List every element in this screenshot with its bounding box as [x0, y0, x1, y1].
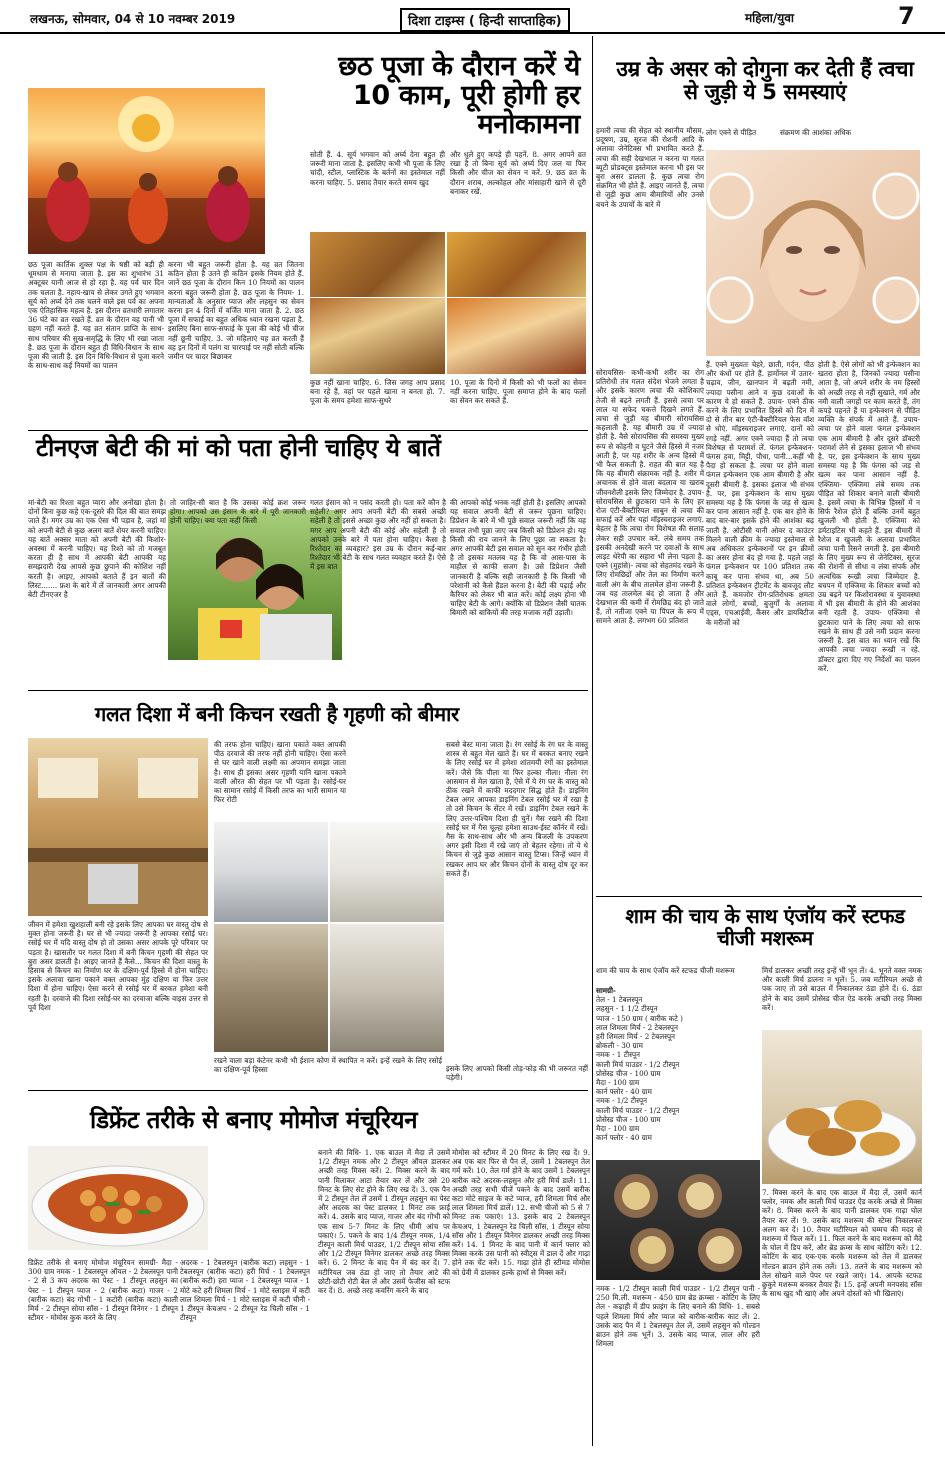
ingredient-line: प्रोसेस्ड चीज - 100 ग्राम [596, 1114, 661, 1124]
ingredient-line: तेल - 1 टेबलस्पून [596, 995, 643, 1005]
dateline: लखनऊ, सोमवार, 04 से 10 नवम्बर 2019 [30, 12, 236, 26]
ingredient-line: ब्रोकली - 30 ग्राम [596, 1041, 643, 1051]
kitchen-photo-3 [330, 822, 444, 922]
teen-col3: गलत इंसान को न पसंद करती हो। पता करें कौन है सहेली? अगर आप अपनी बेटी की सबसे अच्छी सहेली है तो इससे अच्छा कुछ और नहीं हो सकता है। मगर आप अपनी बेटी की कोई और सहेली है तो आपको उनके बारे में पता होना चाहिए। कैसा है रिश्तेदार का व्यवहार? इस उम्र के दौरान कई-बार रिश्तेदार भी बेटी के साथ गलत व्यवहार करते हैं। ऐसे में इस बात [310, 498, 446, 572]
divider [28, 430, 588, 431]
skin-col2: लोग एक्ने से पीड़ित [706, 128, 757, 137]
mushroom-photo-1 [762, 1030, 922, 1184]
skin-col1b: सोरायसिस- कभी-कभी शरीर का रोग प्रतिरोधी तंत्र गलत संदेश भेजने लगता है और इसके कारण त्वचा की कोशिकाएं तेजी से बढ़ने लगती हैं. इससे त्वचा पर लाल या सफेद चकत्ते दिखने लगते हैं. त्वचा से जुड़ी यह बीमारी सोरायसिस कहलाती है. यह बीमारी उम्र में ज्यादा होती है. वैसे सोरायसिस की समस्या मुख्य रूप से कोहनी व घुटने जैसे हिस्से में नजर आती है, पर यह शरीर के अन्य हिस्से में भी फैल सकती है. राहत की बात यह है कि यह बीमारी संक्रामक नहीं है. शरीर में अचानक से होने वाला बदलाव या खराब जीवनशैली इसके लिए जिम्मेदार है. उपाय- सोरायसिस से छुटकारा पाने के लिए हर रोज एंटी-बैक्टीरियल साबुन से त्वचा की सफाई करें और यहां मॉइस्चराइजर लगाएं. बेहतर है कि त्वचा रोग विशेषज्ञ की सलाह लेकर सही उपचार करें. लंबे समय तक इसकी अनदेखी करने पर दवाओं के साथ लाइट थेरेपी का सहारा भी लेना पड़ता है. एक्ने (मुहांसे)- त्वचा को सेहतमंद रखने के लिए रोमछिद्रों और तेल का निर्माण करने वाली अंग के बीच तालमेल होना जरूरी है. जब यह तालमेल बंद हो जाता है और देखभाल की कमी में रोमछिद्र बंद हो जाते हैं, तो नतीजा एक्ने या पिंपल के रूप में सामने आता है. लगभग 60 प्रतिशत [596, 368, 704, 626]
stuffed-mushroom-illustration [762, 1030, 922, 1184]
mushroom-col-bottom-left: नमक - 1/2 टीस्पून काली मिर्च पाउडर - 1/2 टीस्पून पानी - 250 मि.ली. मशरूम - 450 ग्राम ब्रेड क्रम्ब्स - कोटिंग के लिए तेल - कढ़ाही में डीप फ्राइंग के लिए बनाने की विधि- 1. सबसे पहले शिमला मिर्च और प्याज को बारीक-बारीक काट लें। 2. उसके बाद पैन में 1 टेबलस्पून तेल लें, उसमें लहसुन को गोल्डन ब्राउन होने तक भूनें। 3. उसके बाद प्याज, लाल और हरी शिमला [596, 1284, 760, 1349]
ingredient-line: प्रोसेस्ड चीज - 100 ग्राम [596, 1068, 661, 1078]
ingredient-line: लहसुन - 1 1/2 टीस्पून [596, 1004, 658, 1014]
kitchen-title: गलत दिशा में बनी किचन रखती है गृहणी को बीमार [95, 702, 459, 726]
momos-plate-illustration [28, 1146, 208, 1250]
woman-face-illustration [706, 150, 920, 356]
divider [28, 690, 588, 691]
ingredient-line: नमक - 1/2 टीस्पून [596, 1096, 648, 1106]
column-divider [592, 36, 593, 1446]
kitchen-col3: सबसे बेस्ट माना जाता है। रंग रसोई के रंग घर के वास्तु शास्त्र से बहुत मेल खाते हैं। घर में बरकत बनाए रखने के लिए रसोई घर में हमेशा शांतमयी रंगों का इस्तेमाल करें। जैसे कि पीला या फिर हल्का नीला। नीला रंग आसमान से मेल खाता है, ऐसे में ये रंग घर के वास्तु को ठीक रखने में काफी मददगार सिद्ध होते हैं। डाइनिंग टेबल अगर आपका डाइनिंग टेबल रसोई घर में रखा है तो उसे किचन के सेंटर में रखें। डाइनिंग टेबल रखने के लिए उत्तर-पश्चिम दिशा ही चुनें। गैस रखने की दिशा रसोई घर में गैस चूल्हा हमेशा साउथ-ईस्ट कॉर्नर में रखें। गैस के साथ-साथ और भी अन्य बिजली के उपकरण अगर इसी दिशा में रखे जाएं तो बेहतर रहेगा। तो ये थे किचन से जुड़े कुछ आसान वास्तु टिप्स। जिन्हें ध्यान में रखकर आप घर और किचन दोनों के वास्तु दोष दूर कर सकते हैं। [446, 740, 588, 878]
momos-col3: बनाने की विधि- 1. एक बाउल में मैदा लें उसमें 1/2 टीस्पून नमक और 2 टीस्पून ऑयल डालकर अच्छी तरह मिक्स करें। 2. मिक्स करने के बाद पानी मिलाकर आटा तैयार कर लें और उसे 20 मिनट के लिए सेट होने के लिए रख दें। 3. एक पैन में 2 टीस्पून तेल लें उसमें 1 टीस्पून लहसुन का पेस्ट और अदरक का पेस्ट डालकर 1 मिनट तक फ्राई करें। 4. उसके बाद प्याज, गाजर और बंद गोभी को एक साथ 5-7 मिनट के लिए धीमी आंच पर पकाएं। 5. पकने के बाद 1/4 टीस्पून नमक, 1/4 टीस्पून काली मिर्च पाउडर, 1/2 टीस्पून सोया सॉस और 1/2 टीस्पून विनेगर डालकर अच्छे तरह मिक्स करें। 6. 2 मिनट के बाद पैन में बंद कर दें। 7. मटीरियल जब ठंडा हो जाए तो तैयार आटे की छोटी-छोटी रोटी बेल लें और उसमें फेजीस को स्टफ कर दें। 8. अच्छे तरह कवरिंग करने के बाद [318, 1148, 450, 1296]
chhath-prasad-photo-2 [447, 232, 586, 297]
kitchen-caption-right: इसके लिए आपको किसी तोड़-फोड़ की भी जरूरत नहीं पड़ेगी। [446, 1064, 588, 1083]
mushroom-caps-illustration [596, 1160, 760, 1280]
chhath-prasad-photo-1 [310, 232, 445, 297]
kitchen-photo-5 [330, 924, 444, 1052]
page-number: 7 [898, 2, 915, 30]
ingredient-line: नमक - 1 टीस्पून [596, 1050, 641, 1060]
skin-col3: संक्रमण की आशंका अधिक [780, 128, 852, 137]
mushroom-title: शाम की चाय के साथ एंजॉय करें स्टफड चीजी मशरूम [625, 904, 905, 950]
ingredient-line: मैदा - 100 ग्राम [596, 1124, 640, 1134]
ingredient-line: सामग्री- [596, 986, 616, 995]
chhath-col3: सोती हैं. 4. सूर्य भगवान को अर्घ्य देना बहुत ही जरूरी माना जाता है. इसलिए कभी भी पूजा के लिए चांदी, स्टील, प्लास्टिक के बर्तनों का इस्तेमाल नहीं करना चाहिए. 5. प्रसाद तैयार करते समय खुद [310, 150, 445, 187]
kitchen-col1: जीवन में हमेशा खुशहाली बनी रहे इसके लिए आपका घर वास्तु दोष से मुक्त होना जरूरी है। घर से भी ज्यादा जरूरी है आपका रसोई घर। रसोई घर में यदि वास्तु दोष हो तो उसका असर आपके पूरे परिवार पर पड़ता है। खासतौर पर गलत दिशा में बनी किचन गृहणी की सेहत पर बुरा असर डालती है। आइए जानते हैं कैसे... किचन की दिशा वास्तु के हिसाब से किचन का निर्माण घर के दक्षिण-पूर्व हिस्से में होना चाहिए। इसके अलावा खाना पकाने वक्त आपका मुंह दक्षिण या फिर उत्तर दिशा में होना चाहिए। ऐसा करने से रसोई घर में बरकत हमेशा बनी रहती है। दरवाजे की दिशा रसोई-घर का दरवाजा बल्कि वाइस उत्तर से पूर्व दिशा [28, 920, 208, 1012]
chhath-col5: कुछ नहीं खाना चाहिए. 6. जिस जगह आप प्रसाद बना रहे हैं, वहां पर पहले खाना न बनता हो. 7. पूजा के समय हमेशा साफ-सुथरे [310, 378, 445, 406]
skin-title: उम्र के असर को दोगुना कर देती हैं त्वचा से जुड़ी ये 5 समस्याएं [616, 57, 914, 104]
kitchen-photo-2 [214, 822, 328, 922]
kitchen-col2: की तरफ होना चाहिए। खाना पकाते वक्त आपकी पीठ दरवाजे की तरफ नहीं होनी चाहिए। ऐसा करने से घर खाने वाली लक्ष्मी का अपमान समझा जाता है। साथ ही इसका असर गृहणी यानि खाना पकाने वाली औरत की सेहत पर भी पड़ता है। रसोई-घर का सामान रसोई में किसी तरफ का भारी सामान या फिर रोटी [214, 740, 346, 805]
chhath-title: छठ पूजा के दौरान करें ये 10 काम, पूरी होगी हर मनोकामना [338, 51, 580, 141]
skin-photo [706, 150, 920, 356]
chhath-prasad-photo-4 [447, 298, 586, 374]
kitchen-photo-main [28, 738, 208, 916]
skin-col3b: होती है. ऐसे लोगों को भी इन्फेक्शन का खतरा होता है, जिनकों ज्यादा पसीना आता है, जो अपने शरीर के नम हिस्सों को अच्छी तरह से नहीं सुखाते, गर्म और नमी वाली जगहों पर काम करते हैं, तंग कपड़े पहनते हैं या इन्फेक्शन से पीड़ित व्यक्ति के संपर्क में आते हैं. उपाय- त्वचा पर होने वाला फंगल इन्फेक्शन एक आम बीमारी है और दूसरे डॉक्टरी परामर्श लेने से इसका इलाज भी संभव है. पर, इस इन्फेक्शन के साथ मुख्य समस्या यह है कि फंगस को जड़ से खत्म कर पाना आसान नहीं है. एक्जिमा- एक्जिमा लंबे समय तक पीड़ित को शिकार बनाने वाली बीमारी है. इसमें त्वचा के विभिन्न हिस्सों में न सिर्फ रैशेज होते हैं बल्कि उनमें बहुत खुजली भी होती है. एक्जिमा को डर्मटाइटिस भी कहते हैं. इस बीमारी में रैशेज व खुजली के अलावा प्रभावित त्वचा पानी रिसने लगती है. इस बीमारी के लिए मुख्य रूप से जेनेटिक्स, सूरज की रोशनी से सीधा व लंबा संपर्क और अत्यधिक रूखी त्वचा जिम्मेदार है. बचपन में एक्जिमा के शिकार बच्चों को उम्र बढ़ने पर किशोरावस्था व युवावस्था में भी इस बीमारी के होने की आशंका बनी रहती है. उपाय- एक्जिमा से छुटकारा पाने के लिए त्वचा को साफ रखने के साथ ही उसे नमी प्रदान करना जरूरी है. इस बात का ध्यान रखें कि आपकी त्वचा ज्यादा रूखी न रहे. डॉक्टर द्वारा दिए गए निर्देशों का पालन करें. [818, 360, 920, 673]
skin-col2b: हैं. एक्ने मुख्यतः चेहरे, छाती, गर्दन, पीठ और कंधों पर होते हैं. हार्मोनल में उतार-चढ़ाव, जीन, खानपान में बढ़ती नमी, ज्यादा पसीना आने व कुछ दवाओं के कारण ये हो सकते हैं. उपाय- एक्ने ठीक करने के लिए प्रभावित हिस्से को दिन में दो से तीन बार एंटी-बैक्टीरियल फेस वॉश से धोएं. मॉइस्चराइजर लगाएं. दानों को रगड़े नहीं. अगर एक्ने ज्यादा हैं तो त्वचा विशेषज्ञ से परामर्श लें. फंगल इन्फेक्शन- फंगस हवा, मिट्टी, पौधा, पानी...कहीं भी पैदा हो सकता है. त्वचा पर होने वाला फंगल इन्फेक्शन एक आम बीमारी है और दूसरी बीमारी है. इसका इलाज भी संभव है. पर, इस इन्फेक्शन के साथ मुख्य समस्या यह है कि फंगस के जड़ से खत्म कर पाना आसान नहीं है. एक बार होने के बाद बार-बार इसके होने की आशंका बढ़ जाती है. ओटीसी यानी ओवर द काउंटर मिलने वाली क्रीम के ज्यादा इस्तेमाल से अब अधिकतर इन्फेक्शनों पर इन क्रीमों का असर होना बंद हो गया है. पहले जहां फंगल इन्फेक्शन पर 100 प्रतिशत तक काबू कर पाना संभव था, अब 50 प्रतिशत इन्फेक्शन ट्रीटमेंट के बावजूद लौट आते हैं. कमजोर रोग-प्रतिरोधक क्षमता वाले लोगों, बच्चों, बुजुर्गों के अलावा एड्स, एचआईवी, कैंसर और डायबिटीज के मरीजों को [706, 360, 814, 627]
momos-col2: अदरक - 1 टेबलस्पून (बारीक कटा) लहसुन - 1 टेबलस्पून (बारीक कटा) हरी मिर्च - 1 टेबलस्पून (बारीक कटी) हरा प्याज - 1 टेबलस्पून प्याज - 1 मोटे कटे हरी शिमला मिर्च - 1 मोटे स्लाइस में कटी लाल शिमला मिर्च - 1 मोटे स्लाइस में कटी चीनी - 1 टीस्पून केचअप - 2 टीस्पून रेड चिली सॉस - 1 टीस्पून [180, 1258, 310, 1323]
skin-col1: हमारी त्वचा की सेहत को स्थानीय मौसम, प्रदूषण, उम्र, सूरज की रोशनी आदि के अलावा जेनेटिक्स भी प्रभावित करते हैं. त्वचा की सही देखभाल न करना या गलत ब्यूटी प्रोडक्ट्स इस्तेमाल करना भी इस पर बुरा असर डालता है. कुछ त्वचा रोग संक्रमित भी होते हैं. आइए जानते हैं, त्वचा से जुड़ी कुछ आम बीमारियों और उनसे बचने के उपायों के बारे में [596, 126, 704, 209]
mushroom-ingredients [596, 986, 756, 1152]
chhath-col2: करना भी बहुत जरूरी होता है. यह व्रत जितना कठिन होता है उतने ही कठिन इसके नियम होते हैं. जानें छठ पूजा के दौरान किन 10 नियमों का पालन करना बहुत जरूरी होता है. छठ पूजा के नियम- 1. मान्यताओं के अनुसार प्याज और लहसुन का सेवन करना इन 4 दिनों में वर्जित माना जाता है. 2. छठ पूजा में सफाई का बहुत अधिक ध्यान रखना पड़ता है. इसलिए बिना साफ-सफाई के पूजा की कोई भी चीज नहीं छूनी चाहिए. 3. जो महिलाएं यह व्रत करती हैं वह इन दिनों में पलंग या चारपाई पर नहीं सोती बल्कि जमीन पर चादर बिछाकर [168, 260, 305, 362]
section-name: महिला/युवा [745, 11, 795, 25]
teen-col2: तो जाहिर-सी बात है कि उसका कोई क्रश जरूर होगा। आपको उस इंसान के बारे में पूरी जानकारी होनी चाहिए। क्या पता कहीं किसी [170, 498, 306, 526]
ingredient-line: लाल शिमला मिर्च - 2 टेबलस्पून [596, 1022, 679, 1032]
divider [596, 896, 922, 897]
ingredient-line: कार्न फ्लोर - 40 ग्राम [596, 1133, 652, 1143]
ingredient-line: काली मिर्च पाउडर - 1/2 टीस्पून [596, 1059, 680, 1069]
mushroom-intro: शाम की चाय के साथ एंजॉय करें स्टफड चीजी मशरूम [596, 966, 735, 975]
momos-photo [28, 1146, 208, 1250]
chhath-col4: और धुले हुए कपड़े ही पहनें. 8. अगर आपने व्रत रखा है तो बिना सूर्य को अर्घ्य दिए जल या फिर किसी और चीज का सेवन न करें. 9. छठ व्रत के दौरान शराब, अल्कोहल और मांसाहारी खाने से दूरी बनाकर रखें. [450, 150, 586, 196]
ingredient-line: प्याज - 150 ग्राम ( बारीक कटे ) [596, 1013, 683, 1023]
momos-col1: डिफ्रेंट तरीके से बनाए मोमोज मंचूरियन सामग्री- मैदा - 300 ग्राम नमक - 1 टेबलस्पून ऑयल - 2 टेबलस्पून पानी - 2 से 3 कप अदरक का पेस्ट - 1 टीस्पून लहसुन का पेस्ट - 1 टीस्पून प्याज - 2 (बारीक कटा) गाजर - 2 (बारीक कटा) बंद गोभी - 1 कटोरी (बारीक कटा) काली मिर्च - 2 टीस्पून सोया सॉस - 1 टीस्पून विनेगर - 1 टीस्पून स्टीमर - मोमोस कुक करने के लिए [28, 1258, 178, 1323]
ingredient-line: कार्न फ्लोर - 40 ग्राम [596, 1087, 652, 1097]
chhath-illustration [28, 88, 265, 254]
mushroom-col-bottom-right: 7. मिक्स करने के बाद एक बाउल में मैदा लें, उसमें कार्न फ्लोर, नमक और काली मिर्च पाउडर ऐड करके अच्छे से मिक्स करें। 8. मिक्स करने के बाद पानी डालकर एक गाढ़ा घोल तैयार कर लें। 9. उसके बाद मशरूम की स्टेम्स निकालकर अलग कर दें। 10. तैयार मटीरियल को चम्मच की मदद से मशरूम में फिल करें। 11. फिल करने के बाद मशरूम को मैदे के घोल में डिप करें, और ब्रेड क्रम्स के साथ कोटिंग करें। 12. कोटिंग के बाद एक-एक करके मशरूम को तेल में डालकर गोल्डन ब्राउन होने तक तलें। 13. तलने के बाद मशरूम को तेल सोखने वाले पेपर पर रखते जाएं। 14. आपके स्टफड क्रुकुरे मशरूम बनकर तैयार हैं। 15. इन्हें अपनी मनपसंद सॉस के साथ खुद भी खाएं और अपने दोस्तों को भी खिलाएं। [762, 1188, 922, 1299]
teen-col1: मां-बेटी का रिश्ता बहुत प्यारा और अनोखा होता है। दोनों बिना कुछ कहे एक-दूसरे की दिल की बात समझ जाते हैं। मगर उम्र का एक ऐसा भी पड़ाव है, जहां मां को अपनी बेटी से कुछ अलग बातें शेयर करनी चाहिए। यह बातें अक्सर माता को अपनी बेटी की किशोर-अवस्था में करनी चाहिए। यह रिश्ते को तो मजबूत करता ही है साथ में आपकी बेटी आपकी यह समझदारी देख आपसे कुछ छुपाने की कोशिश नहीं करती है। आइए, आपको बताते हैं इन बातों की लिस्ट....... फ्रश के बारे में लें जानकारी अगर आपकी बेटी टीनएजर है [28, 498, 166, 600]
kitchen-caption-left: रखने वाला बड़ा कंटेनर कभी भी ईशान कोण में स्थापित न करें। इन्हें रखने के लिए रसोई का दक्षिण-पूर्व हिस्सा [214, 1056, 442, 1075]
momos-title: डिफ्रेंट तरीके से बनाए मोमोज मंचूरियन [90, 1106, 418, 1134]
mushroom-steps-top: मिर्च डालकर अच्छी तरह इन्हें भी भून लें। 4. भूनते वक्त नमक और काली मिर्च डालना न भूलें। 5. जब मटीरियल अच्छे से पक जाए तो उसे बाउल में निकालकर ठंडा होने दें। 6. ठंडा होने के बाद उसमें प्रोसेस्ड चीज ऐड करके अच्छी तरह मिक्स करें। [762, 966, 922, 1012]
mushroom-photo-2 [596, 1160, 760, 1280]
kitchen-photo-4 [214, 924, 328, 1052]
paper-name: दिशा टाइम्स ( हिन्दी साप्ताहिक) [400, 8, 570, 32]
teen-col4: की आपको कोई भनक नहीं होती है। इसलिए आपको यह सवाल अपनी बेटी से जरूर पूछना चाहिए। डिप्रेशन के बारे में भी पूछे सवाल जरूरी नहीं कि यह सवाल तभी पूछा जाए जब किसी को डिप्रेशन हो। यह किसी की राय जानने के लिए पूछा जा सकता है। अगर आपकी बेटी इस सवाल को सुन कर गंभीर होती है तो इसका मतलब यह है कि वो आस-पास के माहौल से काफी सजग है। उसे डिप्रेशन जैसी जानकारी है बल्कि सही जानकारी है कि किसी भी परेशानी को कैसे हैंडल करना है। बेटी की पढ़ाई और कैरियर को लेकर भी बात करें। कोई लक्ष्य होना भी चाहिए बेटी के आगे। क्योंकि वो डिप्रेशन जैसी घातक बिमारी को बाकियों की तरह मजाक नहीं उड़ाती। [450, 498, 586, 618]
ingredient-line: हरी शिमला मिर्च - 2 टेबलस्पून [596, 1032, 676, 1042]
masthead [0, 0, 945, 34]
chhath-prasad-photo-3 [310, 298, 445, 374]
divider [28, 1090, 588, 1091]
teen-title: टीनएज बेटी की मां को पता होनी चाहिए ये बातें [36, 434, 441, 462]
ingredient-line: काली मिर्च पाउडर - 1/2 टीस्पून [596, 1105, 680, 1115]
chhath-photo [28, 88, 265, 254]
chhath-col1: छठ पूजा कार्तिक शुक्ल पक्ष के षष्ठी को बड़ी ही धूमधाम से मनाया जाता है. इस का शुभारंभ 31 अक्टूबर यानी आज से हो रहा है. यह पर्व चार दिन तक चलता है. नहाय-खाय से लेकर उगते हुए भगवान सूर्य को अर्घ्य देने तक चलने वाले इस पर्व का अपना एक ऐतिहासिक महत्व है. इस दौरान व्रतधारी लगातार 36 घंटे का व्रत रखते हैं. व्रत के दौरान वह पानी भी ग्रहण नहीं करते हैं. यह व्रत संतान प्राप्ति के साथ-साथ परिवार की सुख-समृद्धि के लिए भी रखा जाता है. छठ पूजा के दौरान बहुत ही विधि-विधान के साथ पूजा की जाती है. इस दिन विधि-विधान से पूजा करने के साथ-साथ कई नियमों का पालन [28, 260, 164, 371]
chhath-col6: 10. पूजा के दिनों में किसी को भी फलों का सेवन नहीं करना चाहिए. पूजा समाप्त होने के बाद फलों का सेवन कर सकते हैं. [450, 378, 586, 406]
kitchen-illustration [28, 738, 208, 916]
ingredient-line: मैदा - 100 ग्राम [596, 1078, 640, 1088]
momos-col4: मोमोस को स्टीमर में 20 मिनट के लिए रख दें। 9. अब एक बार फिर से पैन लें, उसमें 1 टेबलस्पून तेल गर्म करें। 10. तेल गर्म होने के बाद उसमें 1 टेबलस्पून बारीक कटे अदरक-लहसुन और हरी मिर्च डालें। 11. अच्छी तरह सभी चीजें पकने के बाद उसमें बारीक कटा मोटे साइज के कटे प्याज, हरी शिमला मिर्च और लाल शिमला मिर्च डालें। 12. सभी चीजों को 5 से 7 मिनट तक पकाएं। 13. इसके बाद 2 टेबलस्पून केचअप, 1 टेबलस्पून रेड चिली सॉस, 1 टीस्पून सोया सॉस और 1 टीस्पून विनेगर डालकर अच्छी तरह मिक्स करें। 14. 1 मिनट के बाद पानी में कार्न फ्लार को मिक्स करके उस पानी को स्वीट्स में डाल दें और गाढ़ा होने तक चेंट करें। 15. गाढ़ा होते ही स्टीमड मोमोस को ग्रेवी में डालकर हल्के हाथों से मिक्स करें। [452, 1148, 590, 1277]
